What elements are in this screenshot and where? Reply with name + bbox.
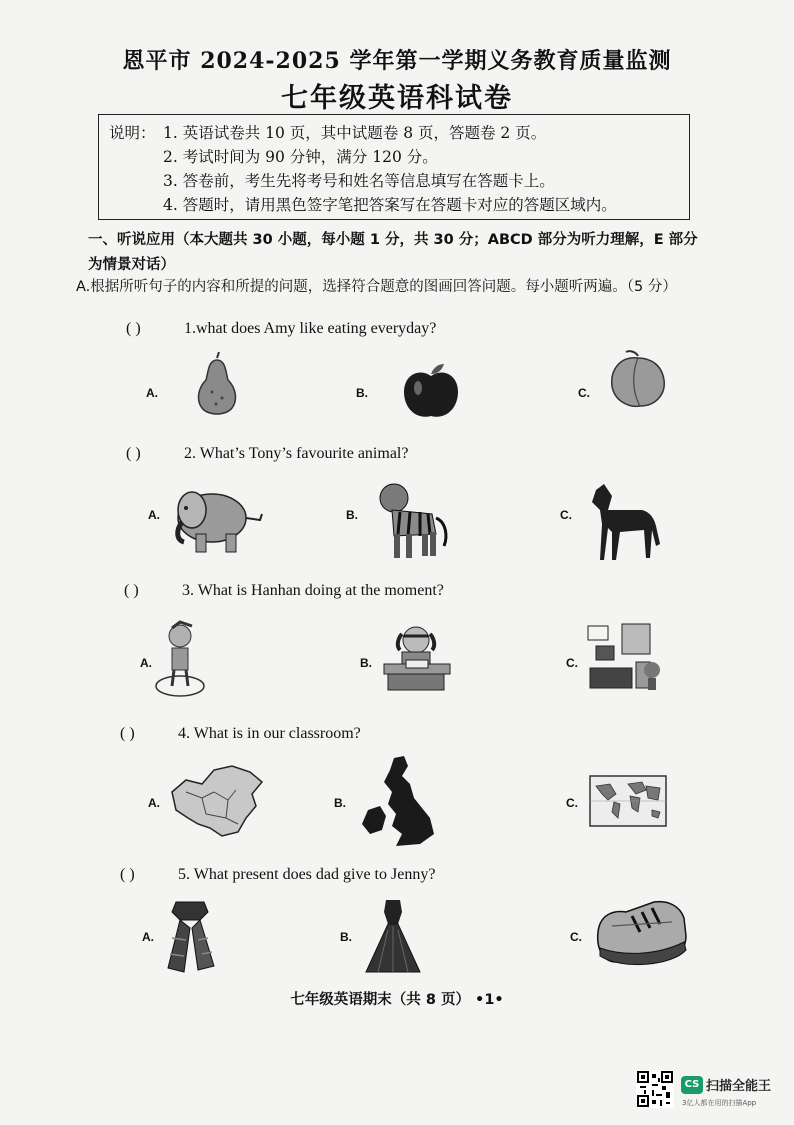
elephant-icon <box>168 484 268 556</box>
answer-bracket[interactable]: ( ) <box>126 445 141 462</box>
instruction-item: 3. 答卷前，考生先将考号和姓名等信息填写在答题卡上。 <box>163 172 555 190</box>
question-text: 5. What present does dad give to Jenny? <box>178 866 436 883</box>
qr-code-icon <box>636 1070 674 1108</box>
question-3 <box>124 582 444 600</box>
instruction-item: 4. 答题时，请用黑色签字笔把答案写在答题卡对应的答题区域内。 <box>163 196 617 214</box>
answer-bracket[interactable]: ( ) <box>120 866 135 883</box>
instruction-item: 1. 英语试卷共 10 页，其中试题卷 8 页，答题卷 2 页。 <box>163 124 547 142</box>
option-label: B. <box>346 508 358 522</box>
exam-subtitle: 七年级英语科试卷 <box>281 83 513 114</box>
option-label: B. <box>334 796 346 810</box>
answer-bracket[interactable]: ( ) <box>126 320 141 337</box>
instructions-box <box>98 114 690 220</box>
option-label: B. <box>340 930 352 944</box>
watermark-app-name: 扫描全能王 <box>706 1079 772 1094</box>
scarf-icon <box>158 898 222 978</box>
pear-icon <box>192 352 242 418</box>
answer-bracket[interactable]: ( ) <box>120 725 135 742</box>
option-label: B. <box>360 656 372 670</box>
exam-title: 恩平市 2024-2025 学年第一学期义务教育质量监测 <box>122 48 672 74</box>
option-label: C. <box>578 386 590 400</box>
question-2 <box>126 445 408 463</box>
option-label: C. <box>566 796 578 810</box>
option-label: A. <box>148 796 160 810</box>
option-label: B. <box>356 386 368 400</box>
option-label: C. <box>560 508 572 522</box>
question-text: 2. What’s Tony’s favourite animal? <box>184 445 409 462</box>
option-label: A. <box>146 386 158 400</box>
tiger-icon <box>374 480 454 562</box>
question-5 <box>120 866 435 884</box>
watermark-tagline: 3亿人都在用的扫描App <box>682 1099 757 1107</box>
option-label: C. <box>570 930 582 944</box>
question-text: 3. What is Hanhan doing at the moment? <box>182 582 444 599</box>
reading-girl-icon <box>378 624 454 694</box>
option-label: A. <box>140 656 152 670</box>
question-4 <box>120 725 361 743</box>
page-footer: 七年级英语期末（共 8 页） •1• <box>290 992 504 1008</box>
apple-icon <box>400 360 462 422</box>
peach-icon <box>606 348 670 410</box>
camscanner-logo-icon: CS <box>681 1076 703 1094</box>
uk-map-icon <box>350 754 446 854</box>
horse-icon <box>586 480 666 566</box>
instructions-label: 说明： <box>109 124 156 142</box>
answer-bracket[interactable]: ( ) <box>124 582 139 599</box>
question-text: 1.what does Amy like eating everyday? <box>184 320 437 337</box>
living-room-icon <box>586 622 666 694</box>
section-heading: 一、听说应用（本大题共 30 小题，每小题 1 分，共 30 分；ABCD 部分为听力理解，E 部分为情景对话） <box>88 232 698 273</box>
part-a-instruction: A.根据所听句子的内容和所提的问题，选择符合题意的图画回答问题。每小题听两遍。（5 分） <box>76 279 677 295</box>
option-label: C. <box>566 656 578 670</box>
china-map-icon <box>166 762 266 840</box>
world-map-icon <box>588 772 668 832</box>
question-text: 4. What is in our classroom? <box>178 725 361 742</box>
sneaker-icon <box>592 892 692 974</box>
question-1 <box>126 320 436 338</box>
option-label: A. <box>142 930 154 944</box>
jump-rope-icon <box>152 620 208 700</box>
dress-icon <box>362 896 424 976</box>
option-label: A. <box>148 508 160 522</box>
instruction-item: 2. 考试时间为 90 分钟，满分 120 分。 <box>163 148 438 166</box>
